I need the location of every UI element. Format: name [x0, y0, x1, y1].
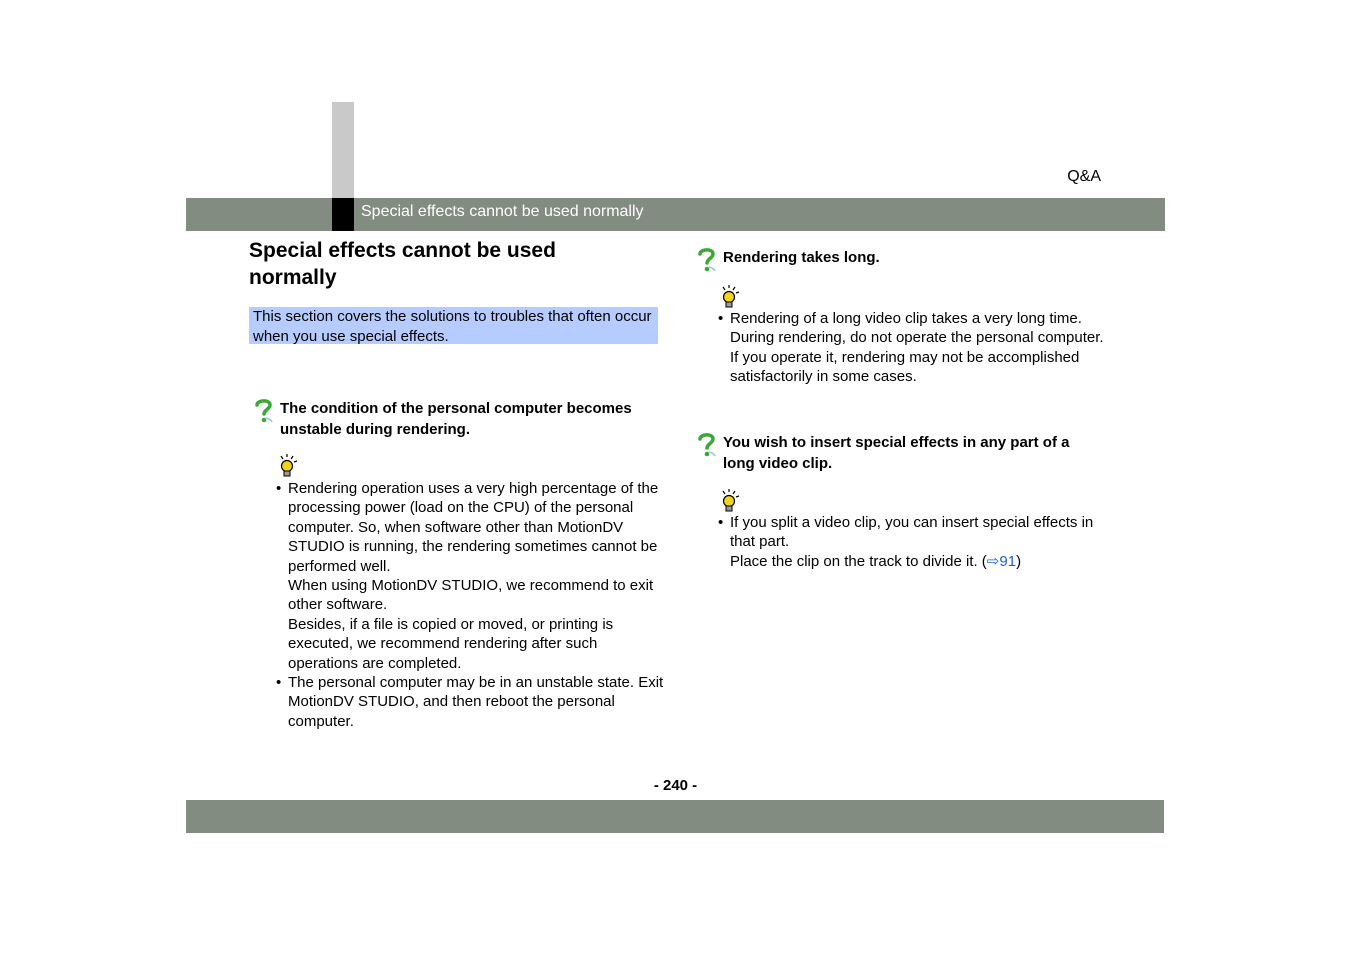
section-label: Q&A [1067, 168, 1101, 185]
answer-list-insert-effects [718, 513, 1108, 571]
question-mark-icon [253, 398, 275, 424]
question-text: Rendering takes long. [723, 249, 880, 266]
intro-box: This section covers the solutions to troubles that often occur when you use special effects. [249, 307, 658, 344]
lightbulb-icon [278, 453, 300, 479]
lightbulb-icon [720, 284, 742, 310]
question-text: You wish to insert special effects in any part of a long video clip. [723, 434, 1070, 472]
list-item: • The personal computer may be in an unstable state. Exit MotionDV STUDIO, and then reboot the personal computer. [276, 673, 666, 731]
list-item: • Rendering operation uses a very high percentage of the processing power (load on the CPU) of the personal computer. So, when software other than MotionDV STUDIO is running, the rendering sometimes cannot be performed well. When using MotionDV STUDIO, we recommend to exit other software. Besides, if a file is copied or moved, or printing is executed, we recommend rendering after such operations are completed. [276, 479, 666, 673]
answer-list-rendering-long [718, 309, 1108, 387]
header-bar-marker [332, 198, 354, 231]
lightbulb-icon [720, 488, 742, 514]
answer-list-unstable [276, 479, 666, 731]
question-text: The condition of the personal computer becomes unstable during rendering. [280, 400, 632, 438]
page-number: - 240 - [653, 777, 698, 794]
header-bar-title: Special effects cannot be used normally [361, 203, 644, 220]
arrow-right-icon: ⇨ [986, 552, 1000, 570]
list-item: • If you split a video clip, you can insert special effects in that part. Place the clip on the track to divide it. (⇨91) [718, 513, 1108, 571]
page-ref-link[interactable]: ⇨91 [986, 552, 1017, 570]
page-title: Special effects cannot be used normally [249, 239, 556, 289]
list-item: • Rendering of a long video clip takes a very long time. During rendering, do not operate the personal computer. If you operate it, rendering may not be accomplished satisfactorily in some cases. [718, 309, 1108, 387]
question-mark-icon [696, 432, 718, 458]
header-tab-marker [332, 102, 354, 198]
footer-bar [186, 800, 1164, 833]
question-mark-icon [696, 247, 718, 273]
